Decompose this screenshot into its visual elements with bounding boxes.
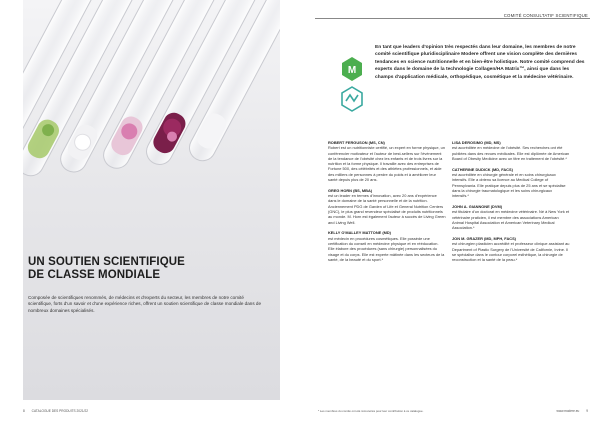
members-column-1 xyxy=(328,140,446,268)
header-divider xyxy=(315,18,590,19)
member-name: JON M. GRAZER (MD, MPH, FACS) xyxy=(452,235,516,241)
member-name: JOHN A. GIANNONE (DVM) xyxy=(452,203,503,209)
title-line-2: DE CLASSE MONDIALE xyxy=(28,269,161,281)
member-bio: est chirurgien plasticien accrédité et professeur clinique assistant au Department of Plastic Surgery de l'Université de Californie, Irvine. Il se spécialise dans le contour corporel esthétique, la chirurgie de reconstruction et la santé de la peau.* xyxy=(452,241,570,263)
member-entry xyxy=(328,230,446,262)
member-entry xyxy=(452,167,570,199)
member-bio: est accréditée en médecine de l'obésité. Ses recherches ont été publiées dans des revues médicales. Elle est diplômée de American Board of Obesity Medicine avec un titre en traitement de l'obésité.* xyxy=(452,145,570,161)
member-name: LISA DEROSIMO (MD, MS) xyxy=(452,140,501,145)
member-name: KELLY O'MALLEY MATTONE (MD) xyxy=(328,230,391,236)
members-column-2 xyxy=(452,140,570,268)
catalog-label: CATALOGUE DES PRODUITS 2021/22 xyxy=(31,409,89,413)
title-line-1: UN SOUTIEN SCIENTIFIQUE xyxy=(28,256,185,268)
member-bio: Robert est un nutritionniste certifié, un expert en forme physique, un conférencier motivateur et l'auteur de best-sellers sur l'événement de la tendance de l'obésité chez les enfants et de trois livres sur la nutrition et la forme physique. Il travaille avec des entreprises de Fortune 500, des célébrités et des athlètes professionnels, et aide des milliers de personnes à perdre du poids et à améliorer leur santé depuis plus de 20 ans. xyxy=(328,145,446,183)
member-entry xyxy=(452,140,570,161)
member-bio: est un leader en termes d'innovation, avec 20 ans d'expérience dans le domaine de la santé personnelle et de la nutrition. Anciennement PDG de Garden of Life et General Nutrition Centers (GNC), le plus grand revendeur spécialisé de produits nutritionnels au monde. M. Horn est également l'auteur à succès de Living Green and Living Well. xyxy=(328,193,446,225)
member-entry xyxy=(452,236,570,262)
intro-text: Composée de scientifiques renommés, de médecins et d'experts du secteur, les membres de notre comité scientifique, forts d'un savoir et d'une expérience riches, offrent un soutien scientifique de classe mondiale dans de nombreux domaines spécialisés. xyxy=(28,295,262,313)
section-label: COMITÉ CONSULTATIF SCIENTIFIQUE xyxy=(503,13,588,18)
page-number: 9 xyxy=(586,409,588,413)
member-bio: est titulaire d'un doctorat en médecine vétérinaire. Né à New York et vétérinaire praticien, il est membre des associations American Animal Hospital Association et American Veterinary Medical Association.* xyxy=(452,209,570,231)
member-name: CATHERINE DUDICK (MD, FACS) xyxy=(452,166,513,172)
member-bio: est accréditée en chirurgie générale et en soins chirurgicaux intensifs. Elle a obtenu sa licence au Medical College of Pennsylvania. Elle pratique depuis plus de 25 ans et se spécialise dans la chirurgie traumatologique et les soins chirurgicaux intensifs.* xyxy=(452,171,566,199)
member-entry xyxy=(328,140,446,182)
right-footer xyxy=(550,409,588,413)
website-link[interactable]: www.modere.eu xyxy=(556,409,580,413)
member-bio: est médecin en procédures cosmétiques. Elle possède une certification du conseil en médecine physique et en rééducation. Elle élabore des procédures (sans chirurgie) personnalisées du visage et du corps. Elle est experte mâtinée dans les secteurs de la santé, de la beauté et du sport.* xyxy=(328,235,445,262)
footnote: * Les membres du comité ont été rémunérés pour leur contribution à ce catalogue. xyxy=(318,409,424,413)
committee-intro: En tant que leaders d'opinion très respectés dans leur domaine, les membres de notre comité scientifique pluridisciplinaire Modere offrent une vision complète des dernières tendances en science nutritionnelle et en bien-être holistique. Notre comité comprend des experts dans le domaine de la technologie Collagen/HA Matrix™, ainsi que dans les champs d'application médicale, orthopédique, cosmétique et la médecine vétérinaire. xyxy=(375,45,585,80)
member-entry xyxy=(328,188,446,225)
left-footer xyxy=(23,409,94,413)
page-title xyxy=(28,256,268,282)
test-tubes-with-flowers-icon xyxy=(23,0,280,400)
right-page xyxy=(300,0,600,425)
member-name: ROBERT FERGUSON (MS, CN) xyxy=(328,140,385,145)
member-entry xyxy=(452,204,570,230)
test-tubes-photo xyxy=(23,0,280,400)
member-name: GREG HORN (BS, MBA) xyxy=(328,187,373,193)
modere-m-logo-icon xyxy=(340,55,364,115)
svg-text:M: M xyxy=(347,65,357,76)
page-number: 8 xyxy=(23,409,25,413)
